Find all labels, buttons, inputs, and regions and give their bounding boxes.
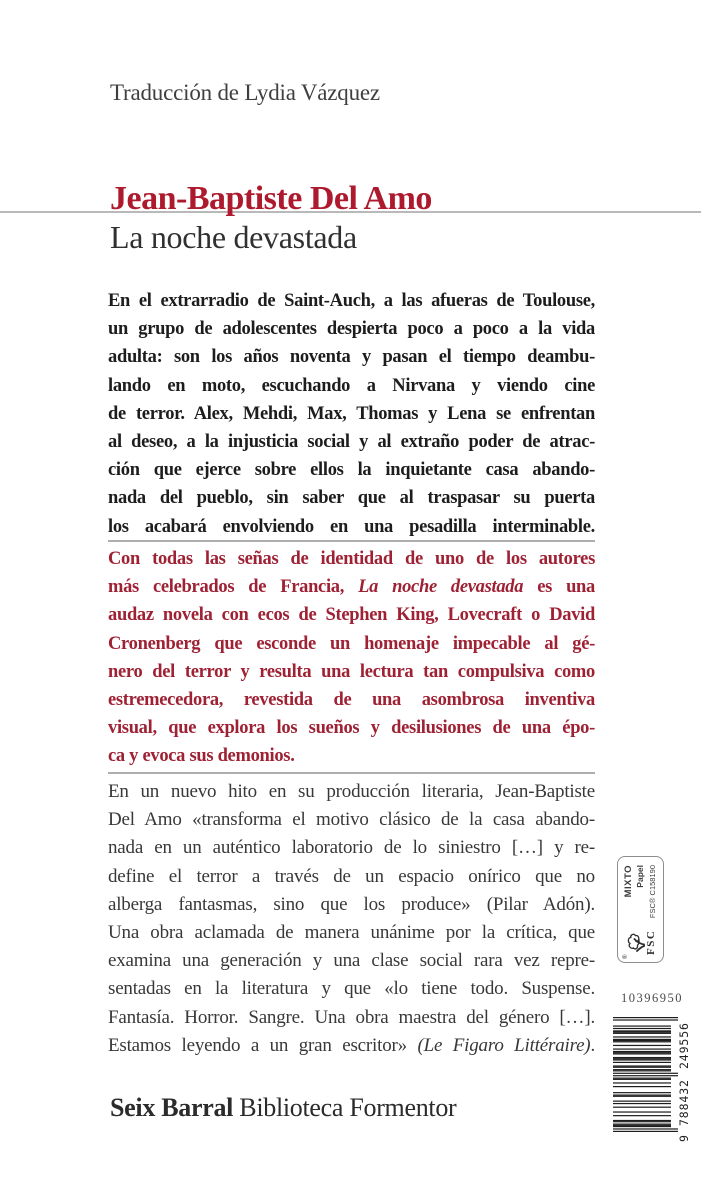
registered-mark: ® bbox=[622, 954, 629, 959]
fsc-cert-code: FSC® C158190 bbox=[648, 865, 658, 919]
synopsis-paragraph bbox=[108, 287, 595, 541]
text-line: Cronenberg que esconde un homenaje impecable al gé- bbox=[108, 633, 595, 654]
text-line: un grupo de adolescentes despierta poco a poco a la vida bbox=[108, 319, 595, 340]
imprint-name: Seix Barral bbox=[110, 1093, 234, 1122]
fsc-mix-label: MIXTO bbox=[623, 865, 635, 898]
text-line: de terror. Alex, Mehdi, Max, Thomas y Lena se enfrentan bbox=[108, 403, 595, 424]
text-line: adulta: son los años noventa y pasan el tiempo deambu- bbox=[108, 347, 595, 368]
text-line: ción que ejerce sobre ellos la inquietante casa abando- bbox=[108, 460, 595, 481]
divider-bottom bbox=[108, 772, 595, 774]
text-line: En el extrarradio de Saint-Auch, a las afueras de Toulouse, bbox=[108, 291, 595, 311]
text-line: más celebrados de Francia, La noche devastada es una bbox=[108, 577, 595, 598]
text-line: audaz novela con ecos de Stephen King, Lovecraft o David bbox=[108, 605, 595, 626]
barcode-digits: 9 bbox=[677, 1135, 691, 1142]
fsc-label bbox=[617, 856, 664, 963]
text-line: nada del pueblo, sin saber que al traspasar su puerta bbox=[108, 488, 595, 509]
collection-name: Biblioteca Formentor bbox=[239, 1093, 457, 1122]
text-line: estremecedora, revestida de una asombrosa inventiva bbox=[108, 690, 595, 711]
fsc-wordmark: FSC bbox=[644, 929, 657, 955]
barcode-bars bbox=[611, 1013, 691, 1145]
text-line: Una obra aclamada de manera unánime por la crítica, que bbox=[108, 922, 595, 944]
fsc-tree-icon bbox=[626, 930, 646, 954]
divider-top bbox=[108, 540, 595, 542]
text-line: Del Amo «transforma el motivo clásico de la casa abando- bbox=[108, 809, 595, 831]
text-line: Estamos leyendo a un gran escritor» (Le Figaro Littéraire). bbox=[108, 1034, 595, 1056]
publisher-line bbox=[110, 1093, 456, 1123]
text-line: Fantasía. Horror. Sangre. Una obra maestra del género […]. bbox=[108, 1006, 595, 1028]
text-line: En un nuevo hito en su producción literaria, Jean-Baptiste bbox=[108, 781, 595, 802]
text-line: lando en moto, escuchando a Nirvana y viendo cine bbox=[108, 375, 595, 396]
text-line: Con todas las señas de identidad de uno de los autores bbox=[108, 549, 595, 569]
isbn-barcode bbox=[611, 1013, 691, 1145]
press-quotes bbox=[108, 778, 595, 1060]
barcode-digits: 249556 bbox=[677, 1023, 691, 1069]
text-line: los acabará envolviendo en una pesadilla interminable. bbox=[108, 516, 595, 537]
text-line: nada en un auténtico laboratorio de lo siniestro […] y re- bbox=[108, 837, 595, 859]
product-code: 10396950 bbox=[621, 991, 683, 1005]
text-line: nero del terror y resulta una lectura tan compulsiva como bbox=[108, 661, 595, 682]
text-line: visual, que explora los sueños y desilusiones de una épo- bbox=[108, 718, 595, 739]
fsc-paper-label: Papel bbox=[634, 865, 645, 888]
publisher-blurb bbox=[108, 545, 595, 771]
translator-note: Traducción de Lydia Vázquez bbox=[110, 80, 380, 105]
text-line: ca y evoca sus demonios. bbox=[108, 746, 295, 767]
author-name: Jean-Baptiste Del Amo bbox=[110, 180, 432, 217]
text-line: examina una generación y una clase social rara vez repre- bbox=[108, 950, 595, 972]
text-line: al deseo, a la injusticia social y al extraño poder de atrac- bbox=[108, 432, 595, 453]
barcode-digits: 788432 bbox=[677, 1080, 691, 1126]
text-line: alberga fantasmas, sino que los produce» (Pilar Adón). bbox=[108, 893, 595, 915]
book-title: La noche devastada bbox=[110, 219, 357, 255]
text-line: define el terror a través de un espacio onírico que no bbox=[108, 865, 595, 887]
text-line: sentadas en la literatura y que «lo tiene todo. Suspense. bbox=[108, 978, 595, 1000]
